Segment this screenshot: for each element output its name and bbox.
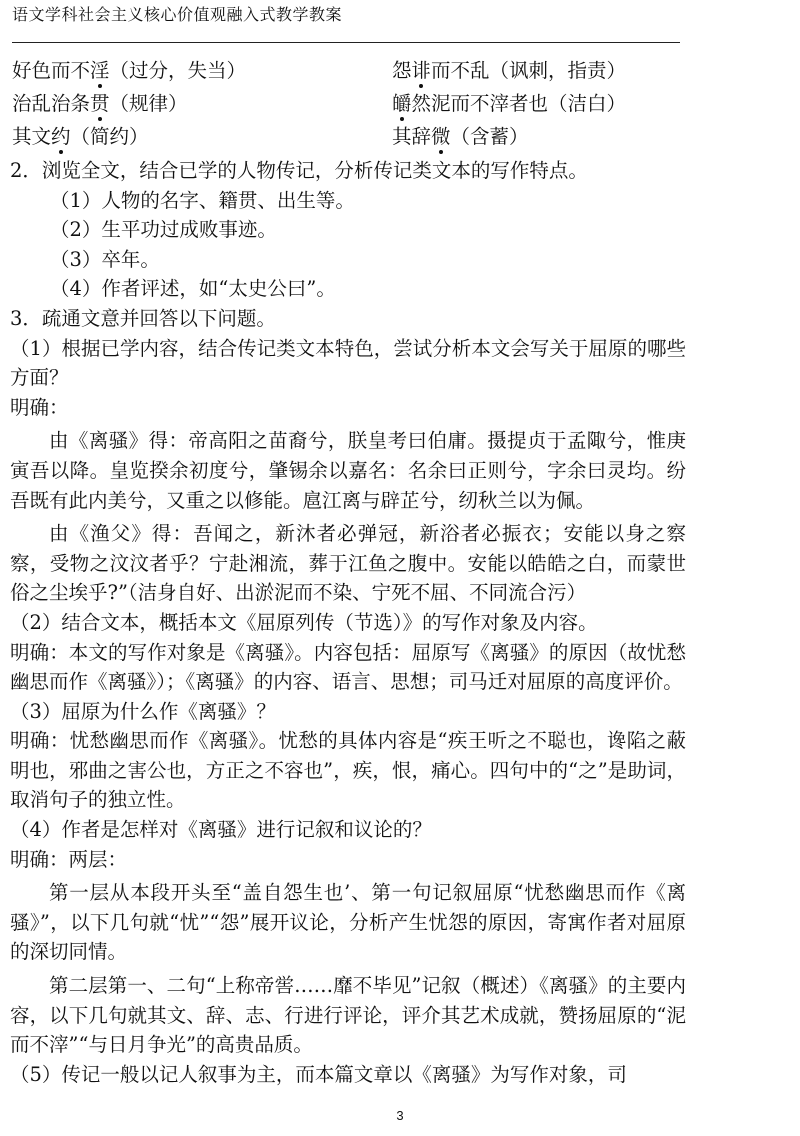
emphasis-dot-char: 皭 [392, 91, 412, 115]
paragraph: （1）人物的名字、籍贯、出生等。 [50, 188, 355, 212]
paragraph: 由《离骚》得：帝高阳之苗裔兮，朕皇考曰伯庸。摄提贞于孟陬兮，惟庚寅吾以降。皇览揆余初度兮，肇锡余以嘉名：名余曰正则兮，字余曰灵均。纷吾既有此内美兮，又重之以修能。扈江离与辟芷兮，纫秋兰以为佩。 [10, 429, 686, 512]
paragraph: 明确：本文的写作对象是《离骚》。内容包括：屈原写《离骚》的原因（故忧愁幽思而作《离骚》）；《离骚》的内容、语言、思想；司马迁对屈原的高度评价。 [10, 640, 686, 694]
document-header: 语文学科社会主义核心价值观融入式教学教案 [12, 5, 343, 24]
emphasis-dot-char: 约 [51, 124, 71, 148]
paragraph: 2．浏览全文，结合已学的人物传记，分析传记类文本的写作特点。 [10, 159, 588, 182]
vocab-entry: 怨诽而不乱（讽刺，指责） [392, 58, 627, 82]
paragraph: 明确：两层： [10, 847, 128, 871]
vocab-entry: 其辞微（含蓄） [392, 124, 529, 148]
vocab-entry: 皭然泥而不滓者也（洁白） [392, 91, 627, 115]
vocab-row [12, 52, 692, 85]
page-number: 3 [396, 1108, 404, 1123]
paragraph: 明确：忧愁幽思而作《离骚》。忧愁的具体内容是“疾王听之不聪也，谗陷之蔽明也，邪曲之害公也，方正之不容也”，疾，恨，痛心。四句中的“之”是助词，取消句子的独立性。 [10, 729, 686, 812]
vocab-row [12, 85, 692, 118]
emphasis-dot-char: 淫 [90, 58, 110, 82]
paragraph: 第一层从本段开头至“盖自怨生也’、第一句记叙屈原“忧愁幽思而作《离骚》”，以下几句就“忧”“怨”展开议论，分析产生忧怨的原因，寄寓作者对屈原的深切同情。 [10, 881, 686, 964]
paragraph: （4）作者是怎样对《离骚》进行记叙和议论的？ [10, 818, 432, 842]
paragraph: 第二层第一、二句“上称帝喾……靡不毕见”记叙（概述）《离骚》的主要内容，以下几句就其文、辞、志、行进行评论，评介其艺术成就，赞扬屈原的“泥而不滓”“与日月争光”的高贵品质。 [10, 974, 686, 1057]
emphasis-dot-char: 贯 [90, 91, 110, 115]
paragraph: （1）根据已学内容，结合传记类文本特色，尝试分析本文会写关于屈原的哪些方面？ [10, 336, 686, 390]
header-rule [12, 42, 680, 43]
vocab-row [12, 118, 692, 151]
paragraph: （2）生平功过成败事迹。 [50, 218, 277, 242]
paragraph: （4）作者评述，如“太史公曰”。 [50, 277, 336, 301]
paragraph: （3）屈原为什么作《离骚》？ [10, 699, 276, 723]
vocab-entry: 好色而不淫（过分，失当） [12, 58, 247, 82]
emphasis-dot-char: 微 [431, 124, 451, 148]
document-body [10, 156, 686, 1089]
vocab-entry: 其文约（简约） [12, 124, 149, 148]
paragraph: 由《渔父》得：吾闻之，新沐者必弹冠，新浴者必振衣；安能以身之察察，受物之汶汶者乎？宁赴湘流，葬于江鱼之腹中。安能以皓皓之白，而蒙世俗之尘埃乎?”（洁身自好、出淤泥而不染、宁死不屈、不同流合污） [10, 522, 686, 605]
paragraph: 3．疏通文意并回答以下问题。 [10, 306, 276, 330]
vocab-entry: 治乱治条贯（规律） [12, 91, 188, 115]
paragraph: 明确： [10, 395, 69, 419]
emphasis-dot-char: 诽 [411, 58, 432, 82]
paragraph: （2）结合文本，概括本文《屈原列传（节选）》的写作对象及内容。 [10, 610, 598, 634]
paragraph: （5）传记一般以记人叙事为主，而本篇文章以《离骚》为写作对象，司 [10, 1062, 627, 1086]
vocabulary-table [12, 52, 692, 151]
paragraph: （3）卒年。 [50, 247, 160, 271]
